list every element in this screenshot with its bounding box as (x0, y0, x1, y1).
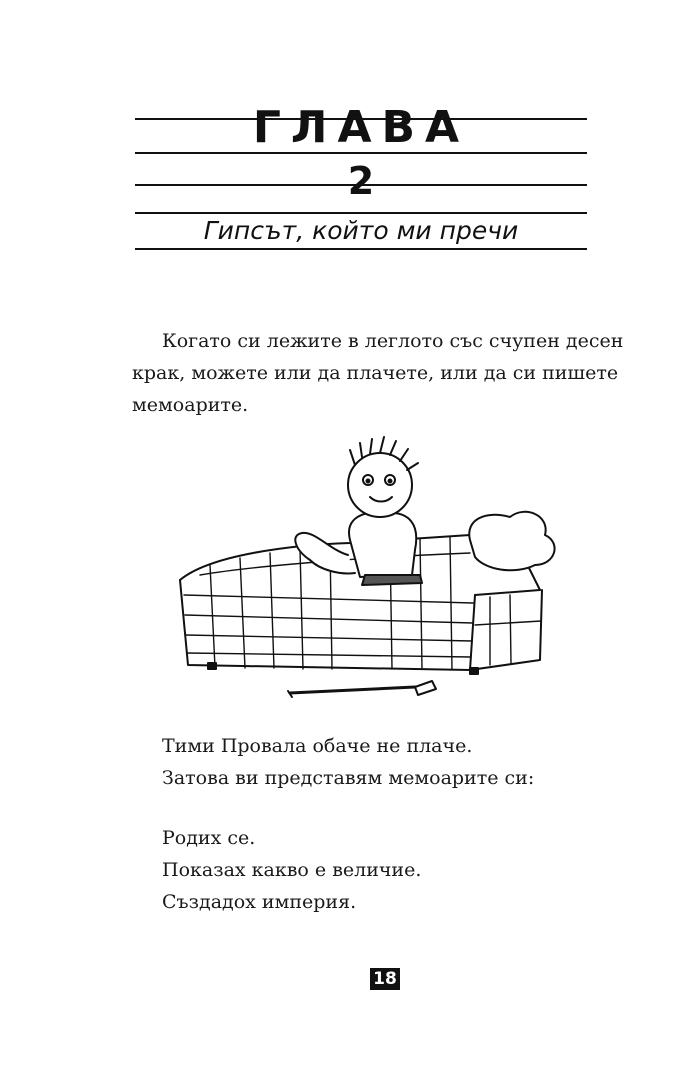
text-line: Създадох империя. (162, 891, 357, 913)
boy-in-bed-illustration (170, 425, 570, 715)
text-line: Показах какво е величие. (162, 859, 422, 881)
header-rule (135, 248, 587, 250)
paragraph-line: Когато си лежите в леглото със счупен десен (162, 330, 624, 352)
chapter-header (135, 100, 587, 260)
text-block-memoir (162, 822, 421, 918)
paragraph-line: крак, можете или да плачете, или да си пишете (132, 362, 619, 384)
chapter-subtitle: Гипсът, който ми пречи (203, 216, 519, 245)
chapter-number: 2 (347, 159, 375, 203)
text-block-timmy (162, 730, 534, 794)
chapter-word: ГЛАВА (252, 102, 470, 153)
paragraph-line: мемоарите. (132, 394, 249, 416)
text-line: Тими Провала обаче не плаче. (162, 735, 473, 757)
header-rule (135, 212, 587, 214)
paragraph-intro (132, 325, 624, 421)
text-line: Затова ви представям мемоарите си: (162, 767, 535, 789)
page-number: 18 (370, 968, 400, 990)
text-line: Родих се. (162, 827, 256, 849)
